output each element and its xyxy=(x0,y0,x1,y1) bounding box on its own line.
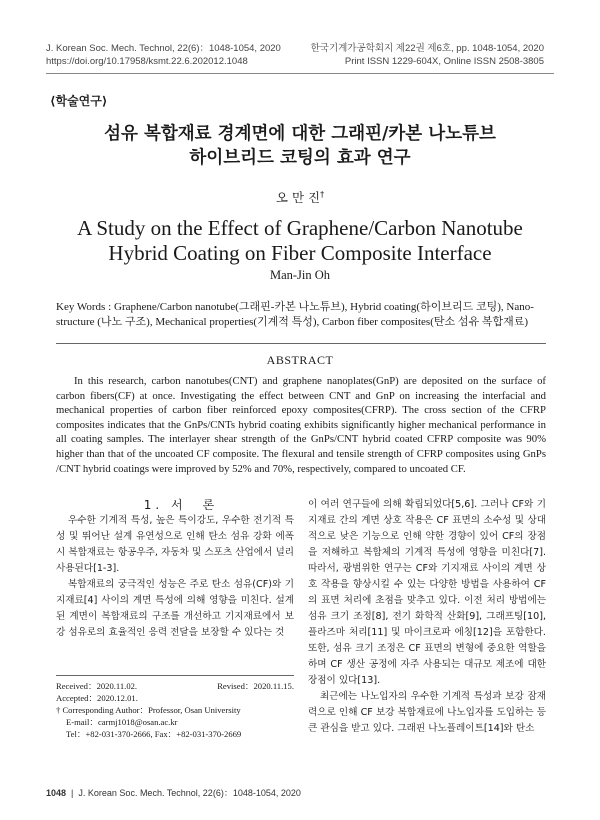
paragraph: 최근에는 나노입자의 우수한 기계적 특성과 보강 잠재력으로 인해 CF 보강 복합재료에 나노입자를 도입하는 등 큰 관심을 받고 있다. 그래핀 나노플레이트[14]와 탄소 xyxy=(308,691,546,734)
revised-date: Revised：2020.11.15. xyxy=(217,681,294,691)
abstract-text: In this research, carbon nanotubes(CNT) and graphene nanoplates(GnP) are deposited on the surface of carbon fibers(CF) at once. Investigating the effect between CNT and GnP on increasing the interfacial and mechanical properties of carbon fiber reinforced epoxy composites(CFRP). The cross section of the CFRP composites indicates that the GnPs/CNTs hybrid coating exhibits significantly higher mechanical performance in all coating samples. The interlayer shear strength of the GnPs/CNT hybrid coated CFRP composite was 90% higher than that of the uncoated CF composite. The flexural and tensile strength of CFRP composites using GnPs /CNT hybrid coatings were improved by 52% and 70%, respectively, compared to uncoated CF. xyxy=(56,375,546,475)
section-heading-introduction: 1. 서 론 xyxy=(143,498,219,512)
abstract-heading: ABSTRACT xyxy=(266,353,334,367)
author-phone: Tel：+82-031-370-2666, Fax：+82-031-370-2669 xyxy=(66,729,242,739)
page-footer xyxy=(46,786,301,799)
paragraph: 이 여러 연구들에 의해 확립되었다[5,6]. 그러나 CF와 기지재료 간의 계면 상호 작용은 CF 표면의 소수성 및 상대적으로 낮은 기능으로 인해 약한 경향이 있어 CF의 장점을 저해하고 복합체의 기계적 특성에 영향을 미친다[7]. 따라서, 광범위한 연구는 CF와 기지재료 사이의 계면 상호 작용을 향상시킬 수 있는 다양한 방법을 사용하여 CF의 표면 처리에 초점을 맞추고 있다. 이전 처리 방법에는 섬유 크기 조정[8], 전기 화학적 산화[9], 그래프팅[10], 플라즈마 처리[11] 및 마이크로파 에칭[12]을 포함한다. 또한, 섬유 크기 조정은 CF 표면의 변형에 중요한 역할을 하며 CF 생산 공정에 자주 사용되는 대규모 제조에 대한 장점이 있다[13]. xyxy=(308,499,546,686)
body-column-left xyxy=(56,497,294,641)
accepted-date: Accepted：2020.12.01. xyxy=(56,693,138,703)
author-english: Man-Jin Oh xyxy=(269,268,331,282)
journal-citation-ko: 한국기계가공학회지 제22권 제6호, pp. 1048-1054, 2020 xyxy=(310,43,544,54)
author-korean xyxy=(0,188,600,206)
body-column-right xyxy=(308,497,546,737)
keywords-label: Key Words : xyxy=(56,301,112,313)
doi-link[interactable]: https://doi.org/10.17958/ksmt.22.6.202012.1048 xyxy=(46,56,248,67)
paragraph: 우수한 기계적 특성, 높은 특이강도, 우수한 전기적 특성 및 뛰어난 설계 유연성으로 인해 탄소 섬유 강화 에폭시 복합재료는 항공우주, 자동차 및 스포츠 산업에서 널리 사용된다[1-3]. xyxy=(56,515,294,574)
footnote-divider xyxy=(56,675,294,676)
title-korean xyxy=(0,122,600,170)
corresponding-mark: † xyxy=(320,189,325,199)
keywords-block xyxy=(56,300,546,330)
title-english xyxy=(0,216,600,266)
corresponding-author: † Corresponding Author：Professor, Osan University xyxy=(56,705,241,715)
title-korean-line2: 하이브리드 코팅의 효과 연구 xyxy=(189,148,411,168)
title-korean-line1: 섬유 복합재료 경계면에 대한 그래핀/카본 나노튜브 xyxy=(104,124,496,144)
footnote-block xyxy=(56,680,294,740)
running-header-left xyxy=(46,42,281,68)
footnote-dates xyxy=(56,680,294,692)
issn-line: Print ISSN 1229-604X, Online ISSN 2508-3805 xyxy=(344,56,544,67)
title-english-line1: A Study on the Effect of Graphene/Carbon Nanotube xyxy=(77,216,523,240)
article-category: ⟨학술연구⟩ xyxy=(50,94,108,108)
received-date: Received：2020.11.02. xyxy=(56,681,138,691)
page-number: 1048 xyxy=(46,788,67,798)
keywords-divider xyxy=(56,343,546,344)
journal-citation: J. Korean Soc. Mech. Technol, 22(6)：1048-1054, 2020 xyxy=(46,43,281,54)
paragraph: 복합재료의 궁극적인 성능은 주로 탄소 섬유(CF)와 기지재료[4] 사이의 계면 특성에 의해 영향을 미친다. 설계된 계면이 복합재료의 구조를 개선하고 기지재료에서 보강 섬유로의 효율적인 응력 전달을 보장할 수 있다는 것 xyxy=(56,579,294,638)
author-korean-name: 오 만 진 xyxy=(275,190,321,205)
footer-journal: J. Korean Soc. Mech. Technol, 22(6)：1048-1054, 2020 xyxy=(78,788,301,798)
keywords-text: Graphene/Carbon nanotube(그래핀-카본 나노튜브), Hybrid coating(하이브리드 코팅), Nano-structure (나노 구조), Mechanical properties(기계적 특성), Carbon fiber composites(탄소 섬유 복합재료) xyxy=(56,301,534,328)
running-header-right xyxy=(311,42,544,68)
title-english-line2: Hybrid Coating on Fiber Composite Interface xyxy=(108,241,492,265)
author-email[interactable]: E-mail：carmj1018@osan.ac.kr xyxy=(66,717,178,727)
footer-separator-glyph: | xyxy=(68,788,76,798)
header-divider xyxy=(46,73,554,74)
